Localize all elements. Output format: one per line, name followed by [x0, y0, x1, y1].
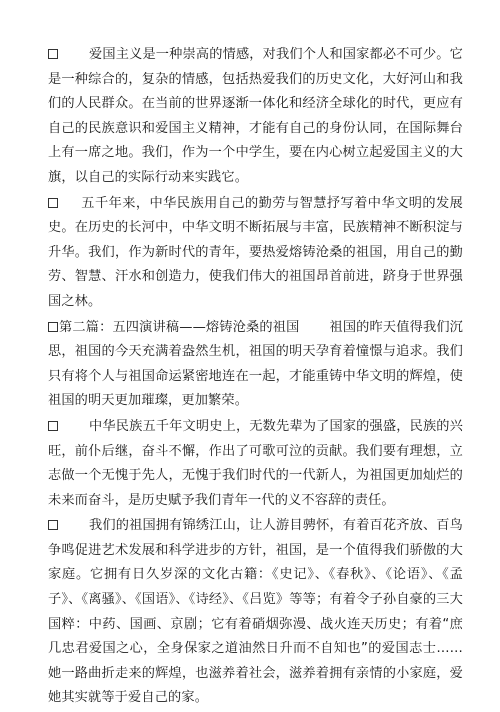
- paragraph-text: 我们的祖国拥有锦绣江山，让人游目骋怀，有着百花齐放、百鸟争鸣促进艺术发展和科学进步的方针，祖国，是一个值得我们骄傲的大家庭。它拥有日久岁深的文化古籍：《史记》、《春秋》、《论语》、《孟子》、《离骚》、《国语》、《诗经》、《吕览》等等；有着令子孙自豪的三大国粹：中药、国画、京剧；它有着硝烟弥漫、战火连天历史；有着“庶几忠君爱国之心，全身保家之道油然日升而不自知也”的爱国志士……她一路曲折走来的辉煌，也滋养着社会，滋养着拥有亲情的小家庭，爱她其实就等于爱自己的家。: [48, 518, 463, 706]
- checkbox-icon: [48, 198, 58, 208]
- paragraph-4: [48, 415, 463, 513]
- checkbox-icon: [48, 421, 58, 431]
- section-title: 第二篇：五四演讲稿——熔铸沧桑的祖国: [59, 319, 300, 335]
- checkbox-icon: [48, 322, 58, 332]
- checkbox-icon: [48, 49, 58, 59]
- paragraph-2: [48, 192, 463, 315]
- paragraph-text: 爱国主义是一种崇高的情感，对我们个人和国家都必不可少。它是一种综合的，复杂的情感，包括热爱我们的历史文化，大好河山和我们的人民群众。在当前的世界逐渐一体化和经济全球化的时代，更应有自己的民族意识和爱国主义精神，才能有自己的身份认同，在国际舞台上有一席之地。我们，作为一个中学生，要在内心树立起爱国主义的大旗，以自己的实际行动来实践它。: [48, 47, 463, 185]
- paragraph-5: [48, 514, 463, 711]
- paragraph-text: 祖国的昨天值得我们沉思，祖国的今天充满着盎然生机，祖国的明天孕育着憧憬与追求。我们只有将个人与祖国命运紧密地连在一起，才能重铸中华文明的辉煌，使祖国的明天更加璀璨，更加繁荣。: [48, 319, 464, 409]
- paragraph-text: 中华民族五千年文明史上，无数先辈为了国家的强盛，民族的兴旺，前仆后继，奋斗不懈，作出了可歌可泣的贡献。我们要有理想，立志做一个无愧于先人，无愧于我们时代的一代新人，为祖国更加灿烂的未来而奋斗，是历史赋予我们青年一代的义不容辞的责任。: [48, 418, 463, 508]
- paragraph-3: [48, 316, 463, 414]
- checkbox-icon: [48, 520, 58, 530]
- document-body: [48, 43, 463, 712]
- paragraph-1: [48, 43, 463, 191]
- paragraph-text: 五千年来，中华民族用自己的勤劳与智慧抒写着中华文明的发展史。在历史的长河中，中华文明不断拓展与丰富，民族精神不断积淀与升华。我们，作为新时代的青年，要热爱熔铸沧桑的祖国，用自己的勤劳、智慧、汗水和创造力，使我们伟大的祖国昂首前进，跻身于世界强国之林。: [48, 195, 463, 309]
